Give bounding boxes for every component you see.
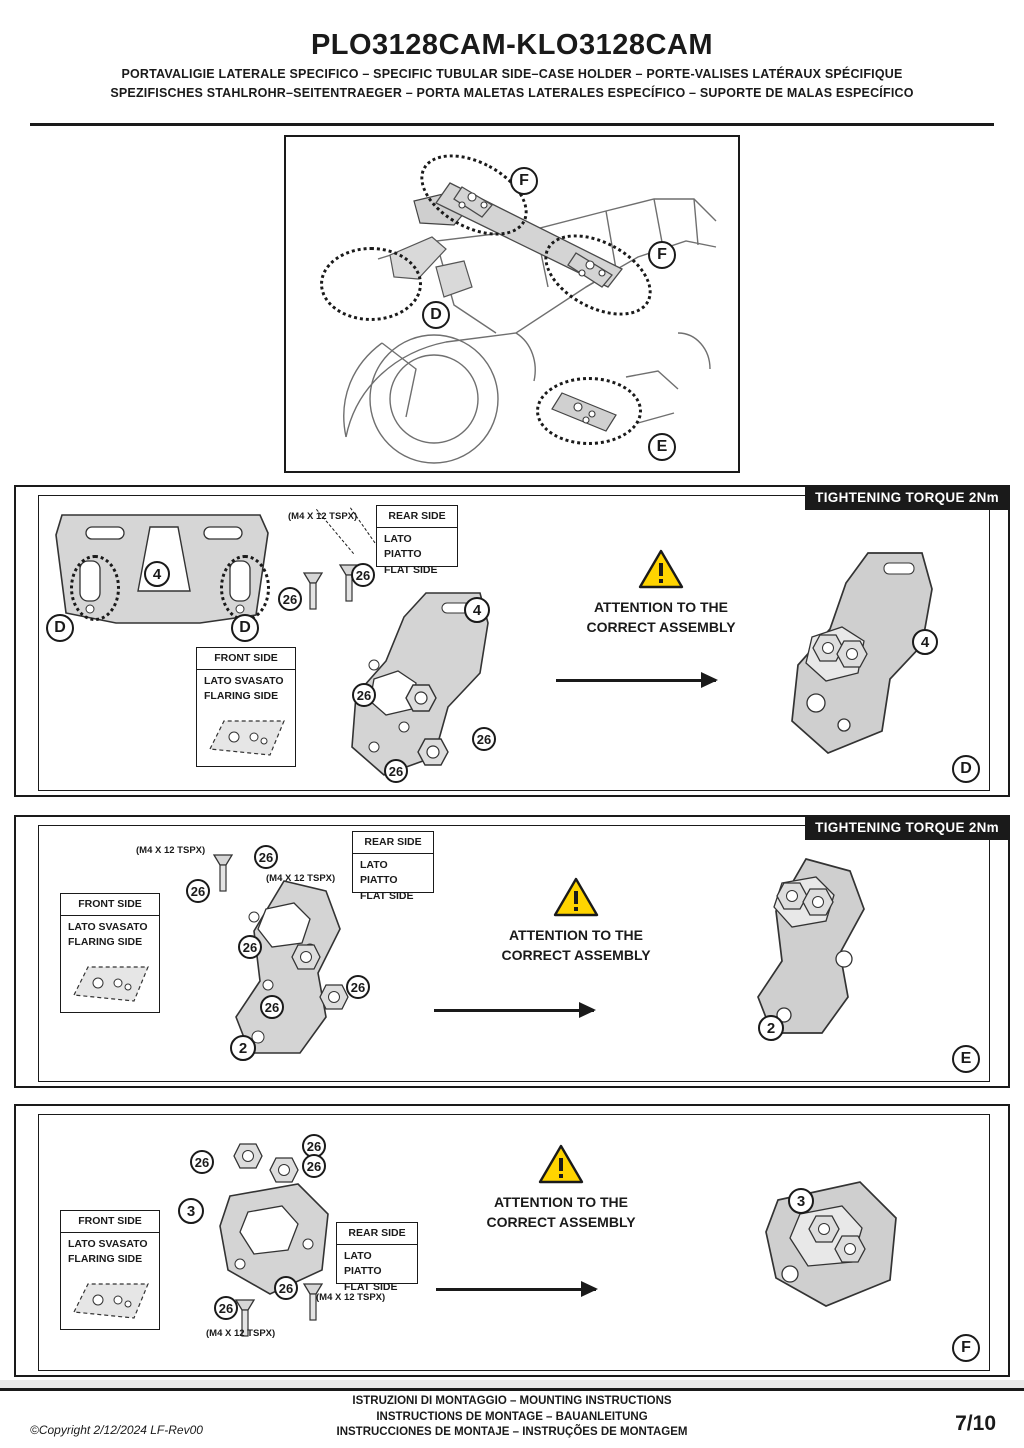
step-f-attention-line1: ATTENTION TO THE [493,1194,629,1210]
step-d-panel-letter: D [952,755,980,783]
copyright-text: ©Copyright 2/12/2024 LF-Rev00 [30,1423,203,1437]
callout-oval-e [536,377,642,445]
rear-side-header: REAR SIDE [377,506,457,528]
front-side-thumbnail [68,961,154,1009]
footer-divider [0,1388,1024,1391]
step-f-fastener-ref-2: 26 [190,1150,214,1174]
step-f-fastener-ref-4: 26 [274,1276,298,1300]
step-f-nut-1 [268,1156,300,1184]
step-d-arrow [556,679,716,682]
step-f-attention-block [436,1144,686,1233]
callout-oval-d [320,247,422,321]
subtitle-line-1: PORTAVALIGIE LATERALE SPECIFICO – SPECIFIC TUBULAR SIDE–CASE HOLDER – PORTE-VALISES LATÉRAUX SPÉCIFIQUE [121,67,903,82]
footer-line-2: INSTRUCTIONS DE MONTAGE – BAUANLEITUNG [376,1410,648,1423]
rear-side-header: REAR SIDE [353,832,433,854]
step-d-front-side-box [196,647,296,767]
step-e-fastener-ref-1: 26 [254,845,278,869]
front-side-line2: FLARING SIDE [68,1253,143,1266]
front-side-header: FRONT SIDE [61,1211,159,1233]
step-d-screw-spec: (M4 X 12 TSPX) [288,511,358,522]
step-e-fastener-ref-5: 26 [260,995,284,1019]
step-d-nut-2 [416,737,450,767]
step-d-plate-ref: 4 [144,561,170,587]
step-e-screw-spec-2: (M4 X 12 TSPX) [266,873,336,884]
step-panel-f [14,1104,1010,1377]
step-f-fastener-ref-1: 26 [302,1134,326,1158]
header-divider [30,123,994,126]
document-footer [0,1392,1024,1448]
step-d-screw-1 [302,571,324,611]
rear-side-line2: FLAT SIDE [360,889,414,902]
page-title: PLO3128CAM-KLO3128CAM [310,29,714,61]
rear-side-line2: FLAT SIDE [384,563,438,576]
warning-triangle-icon [538,1144,584,1184]
bike-callout-f-2: F [648,241,676,269]
step-d-rear-side-box [376,505,458,576]
footer-spacer [0,1380,1024,1388]
step-e-front-side-box [60,893,160,1013]
step-f-front-side-box [60,1210,160,1330]
step-d-bracket-letter-1: D [46,614,74,642]
step-e-arrow [434,1009,594,1012]
step-d-fastener-ref-2: 26 [351,563,375,587]
step-d-left-oval-1 [70,555,120,621]
front-side-thumbnail [204,715,290,763]
step-d-bracket-ref-4: 4 [464,597,490,623]
document-header [0,30,1024,100]
step-e-attention-block [446,877,706,966]
page-number: 7/10 [955,1412,996,1435]
bike-callout-f-1: F [510,167,538,195]
step-d-fastener-ref-5: 26 [384,759,408,783]
footer-line-3: INSTRUCCIONES DE MONTAJE – INSTRUÇÕES DE MONTAGEM [336,1426,688,1439]
front-side-thumbnail [68,1278,154,1326]
step-e-torque-label: TIGHTENING TORQUE 2Nm [805,816,1009,840]
step-e-nut-1 [290,943,322,971]
step-e-result-ref: 2 [758,1015,784,1041]
step-d-fastener-ref-1: 26 [278,587,302,611]
step-d-attention-block [546,549,776,638]
front-side-header: FRONT SIDE [61,894,159,916]
step-f-screw-spec-1: (M4 X 12 TSPX) [316,1292,386,1303]
front-side-line1: LATO SVASATO [204,675,284,688]
step-d-left-oval-2 [220,555,270,621]
step-d-attention-line2: CORRECT ASSEMBLY [586,619,736,636]
step-e-plate-ref: 2 [230,1035,256,1061]
step-d-fastener-ref-4: 26 [472,727,496,751]
step-f-screw-spec-2: (M4 X 12 TSPX) [206,1328,276,1339]
step-e-attention-line2: CORRECT ASSEMBLY [501,947,651,964]
bike-callout-e: E [648,433,676,461]
warning-triangle-icon [553,877,599,917]
step-f-rear-side-box [336,1222,418,1293]
front-side-line1: LATO SVASATO [68,1238,148,1251]
step-f-plate-ref: 3 [178,1198,204,1224]
step-f-attention-line2: CORRECT ASSEMBLY [486,1214,636,1231]
rear-side-header: REAR SIDE [337,1223,417,1245]
front-side-header: FRONT SIDE [197,648,295,670]
step-e-screw-spec-1: (M4 X 12 TSPX) [136,845,206,856]
front-side-line1: LATO SVASATO [68,921,148,934]
step-d-assembled-result [772,549,952,769]
rear-side-line1: LATO PIATTO [384,533,422,561]
step-e-fastener-ref-4: 26 [346,975,370,999]
warning-triangle-icon [638,549,684,589]
step-panel-e [14,815,1010,1088]
front-side-line2: FLARING SIDE [68,936,143,949]
step-panel-d [14,485,1010,797]
step-e-panel-letter: E [952,1045,980,1073]
step-d-nut-1 [404,683,438,713]
step-f-fastener-ref-5: 26 [214,1296,238,1320]
step-e-fastener-ref-3: 26 [238,935,262,959]
step-d-torque-label: TIGHTENING TORQUE 2Nm [805,486,1009,510]
step-f-nut-2 [232,1142,264,1170]
step-d-fastener-ref-3: 26 [352,683,376,707]
step-e-fastener-ref-2: 26 [186,879,210,903]
step-f-result-ref: 3 [788,1188,814,1214]
front-side-line2: FLARING SIDE [204,690,279,703]
step-e-attention-line1: ATTENTION TO THE [508,927,644,943]
motorcycle-diagram-panel [284,135,740,473]
step-f-assembled-result [756,1178,916,1318]
step-d-attention-line1: ATTENTION TO THE [593,599,729,615]
step-d-result-ref: 4 [912,629,938,655]
subtitle-line-2: SPEZIFISCHES STAHLROHR–SEITENTRAEGER – PORTA MALETAS LATERALES ESPECÍFICO – SUPORTE DE MALAS ESPECÍFICO [110,86,914,101]
rear-side-line1: LATO PIATTO [360,859,398,887]
footer-line-1: ISTRUZIONI DI MONTAGGIO – MOUNTING INSTRUCTIONS [352,1395,672,1407]
bike-callout-d: D [422,301,450,329]
rear-side-line2: FLAT SIDE [344,1280,398,1293]
step-f-fastener-ref-3: 26 [302,1154,326,1178]
step-d-bracket-letter-2: D [231,614,259,642]
rear-side-line1: LATO PIATTO [344,1250,382,1278]
step-f-panel-letter: F [952,1334,980,1362]
step-f-arrow [436,1288,596,1291]
